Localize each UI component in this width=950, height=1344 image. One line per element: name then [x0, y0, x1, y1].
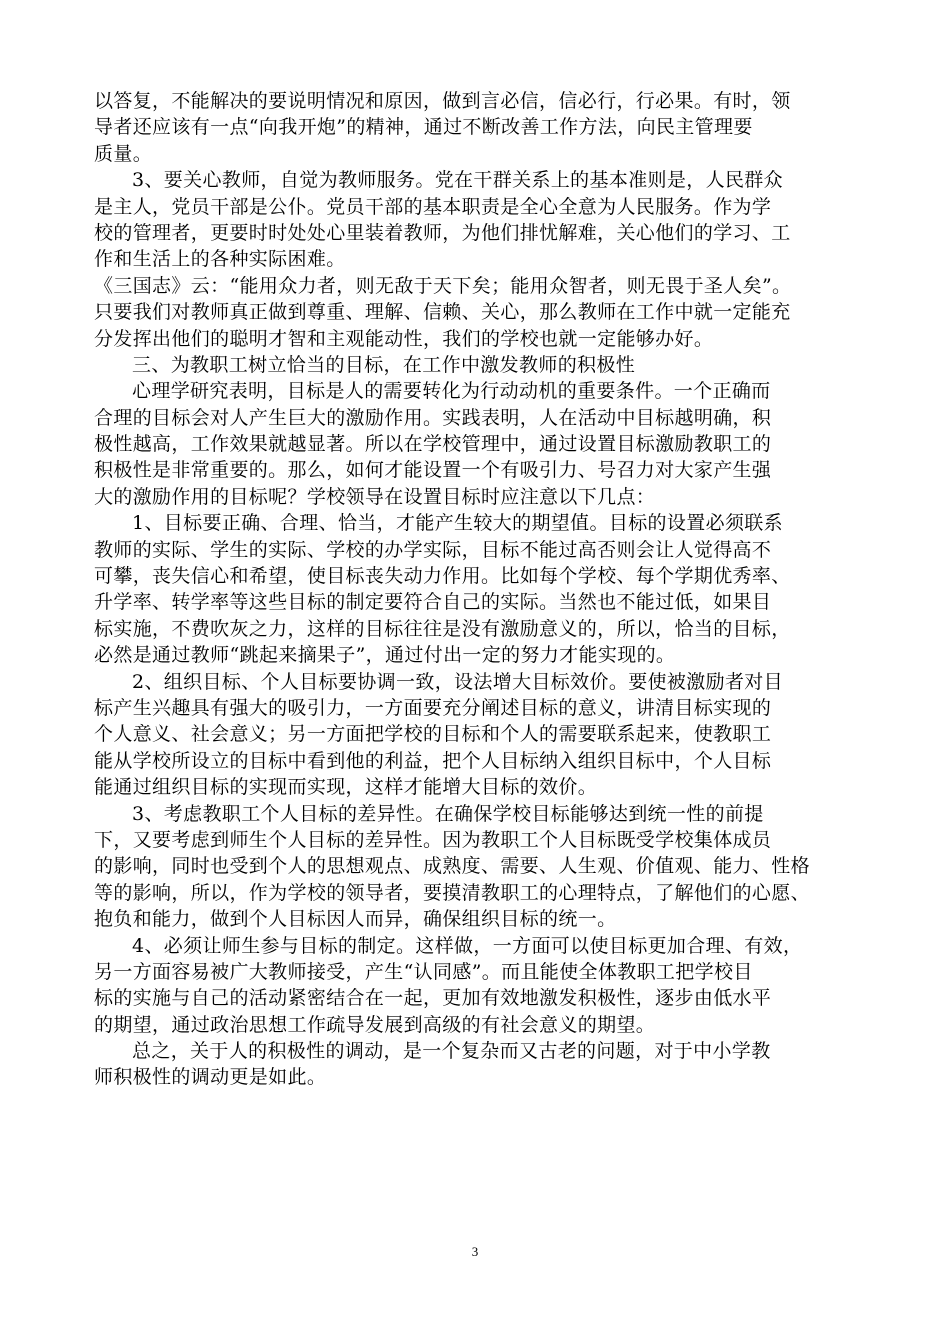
text-line: 心理学研究表明，目标是人的需要转化为行动动机的重要条件。一个正确而: [132, 380, 771, 403]
text-line: 标产生兴趣具有强大的吸引力，一方面要充分阐述目标的意义，讲清目标实现的: [94, 696, 772, 719]
text-line: 大的激励作用的目标呢？学校领导在设置目标时应注意以下几点：: [94, 485, 656, 508]
text-line: 的影响，同时也受到个人的思想观点、成熟度、需要、人生观、价值观、能力、性格: [94, 855, 810, 878]
text-line: 标实施，不费吹灰之力，这样的目标往往是没有激励意义的，所以，恰当的目标，: [94, 617, 791, 640]
text-line: 1、目标要正确、合理、恰当，才能产生较大的期望值。目标的设置必须联系: [132, 512, 783, 535]
text-line: 总之，关于人的积极性的调动，是一个复杂而又古老的问题，对于中小学教: [132, 1040, 771, 1063]
text-line: 能从学校所设立的目标中看到他的利益，把个人目标纳入组织目标中，个人目标: [94, 749, 772, 772]
text-line: 作和生活上的各种实际困难。: [94, 248, 346, 271]
text-line: 校的管理者，更要时时处处心里装着教师，为他们排忧解难，关心他们的学习、工: [94, 221, 791, 244]
text-line: 积极性是非常重要的。那么，如何才能设置一个有吸引力、号召力对大家产生强: [94, 459, 772, 482]
text-line: 升学率、转学率等这些目标的制定要符合自己的实际。当然也不能过低，如果目: [94, 591, 772, 614]
text-line: 4、必须让师生参与目标的制定。这样做，一方面可以使目标更加合理、有效，: [132, 934, 803, 957]
text-line: 抱负和能力，做到个人目标因人而异，确保组织目标的统一。: [94, 908, 617, 931]
text-line: 可攀，丧失信心和希望，使目标丧失动力作用。比如每个学校、每个学期优秀率、: [94, 565, 791, 588]
text-line: 教师的实际、学生的实际、学校的办学实际，目标不能过高否则会让人觉得高不: [94, 538, 772, 561]
document-body: [94, 88, 856, 1091]
text-line: 等的影响，所以，作为学校的领导者，要摸清教职工的心理特点，了解他们的心愿、: [94, 881, 810, 904]
text-line: 3、考虑教职工个人目标的差异性。在确保学校目标能够达到统一性的前提: [132, 802, 764, 825]
text-line: 必然是通过教师“跳起来摘果子”，通过付出一定的努力才能实现的。: [94, 644, 676, 667]
text-line: 2、组织目标、个人目标要协调一致，设法增大目标效价。要使被激励者对目: [132, 670, 783, 693]
page-number: 3: [471, 1244, 479, 1259]
text-line: 《三国志》云：“能用众力者，则无敌于天下矣；能用众智者，则无畏于圣人矣”。: [94, 274, 792, 297]
text-line: 下，又要考虑到师生个人目标的差异性。因为教职工个人目标既受学校集体成员: [94, 828, 772, 851]
text-line: 师积极性的调动更是如此。: [94, 1066, 327, 1089]
text-line: 质量。: [94, 142, 153, 165]
text-line: 分发挥出他们的聪明才智和主观能动性，我们的学校也就一定能够办好。: [94, 327, 714, 350]
text-line: 以答复，不能解决的要说明情况和原因，做到言必信，信必行，行必果。有时，领: [94, 90, 791, 112]
text-line: 极性越高，工作效果就越显著。所以在学校管理中，通过设置目标激励教职工的: [94, 433, 772, 456]
section-heading: 三、为教职工树立恰当的目标，在工作中激发教师的积极性: [132, 353, 636, 376]
text-line: 的期望，通过政治思想工作疏导发展到高级的有社会意义的期望。: [94, 1013, 656, 1036]
text-line: 个人意义、社会意义；另一方面把学校的目标和个人的需要联系起来，使教职工: [94, 723, 772, 746]
text-line: 3、要关心教师，自觉为教师服务。党在干群关系上的基本准则是，人民群众: [132, 169, 783, 192]
text-line: 能通过组织目标的实现而实现，这样才能增大目标的效价。: [94, 776, 598, 799]
text-line: 是主人，党员干部是公仆。党员干部的基本职责是全心全意为人民服务。作为学: [94, 195, 772, 218]
text-line: 另一方面容易被广大教师接受，产生“认同感”。而且能使全体教职工把学校目: [94, 960, 753, 983]
text-line: 导者还应该有一点“向我开炮”的精神，通过不断改善工作方法，向民主管理要: [94, 116, 753, 139]
text-line: 合理的目标会对人产生巨大的激励作用。实践表明，人在活动中目标越明确，积: [94, 406, 772, 429]
text-line: 只要我们对教师真正做到尊重、理解、信赖、关心，那么教师在工作中就一定能充: [94, 301, 791, 324]
text-line: 标的实施与自己的活动紧密结合在一起，更加有效地激发积极性，逐步由低水平: [94, 987, 772, 1010]
